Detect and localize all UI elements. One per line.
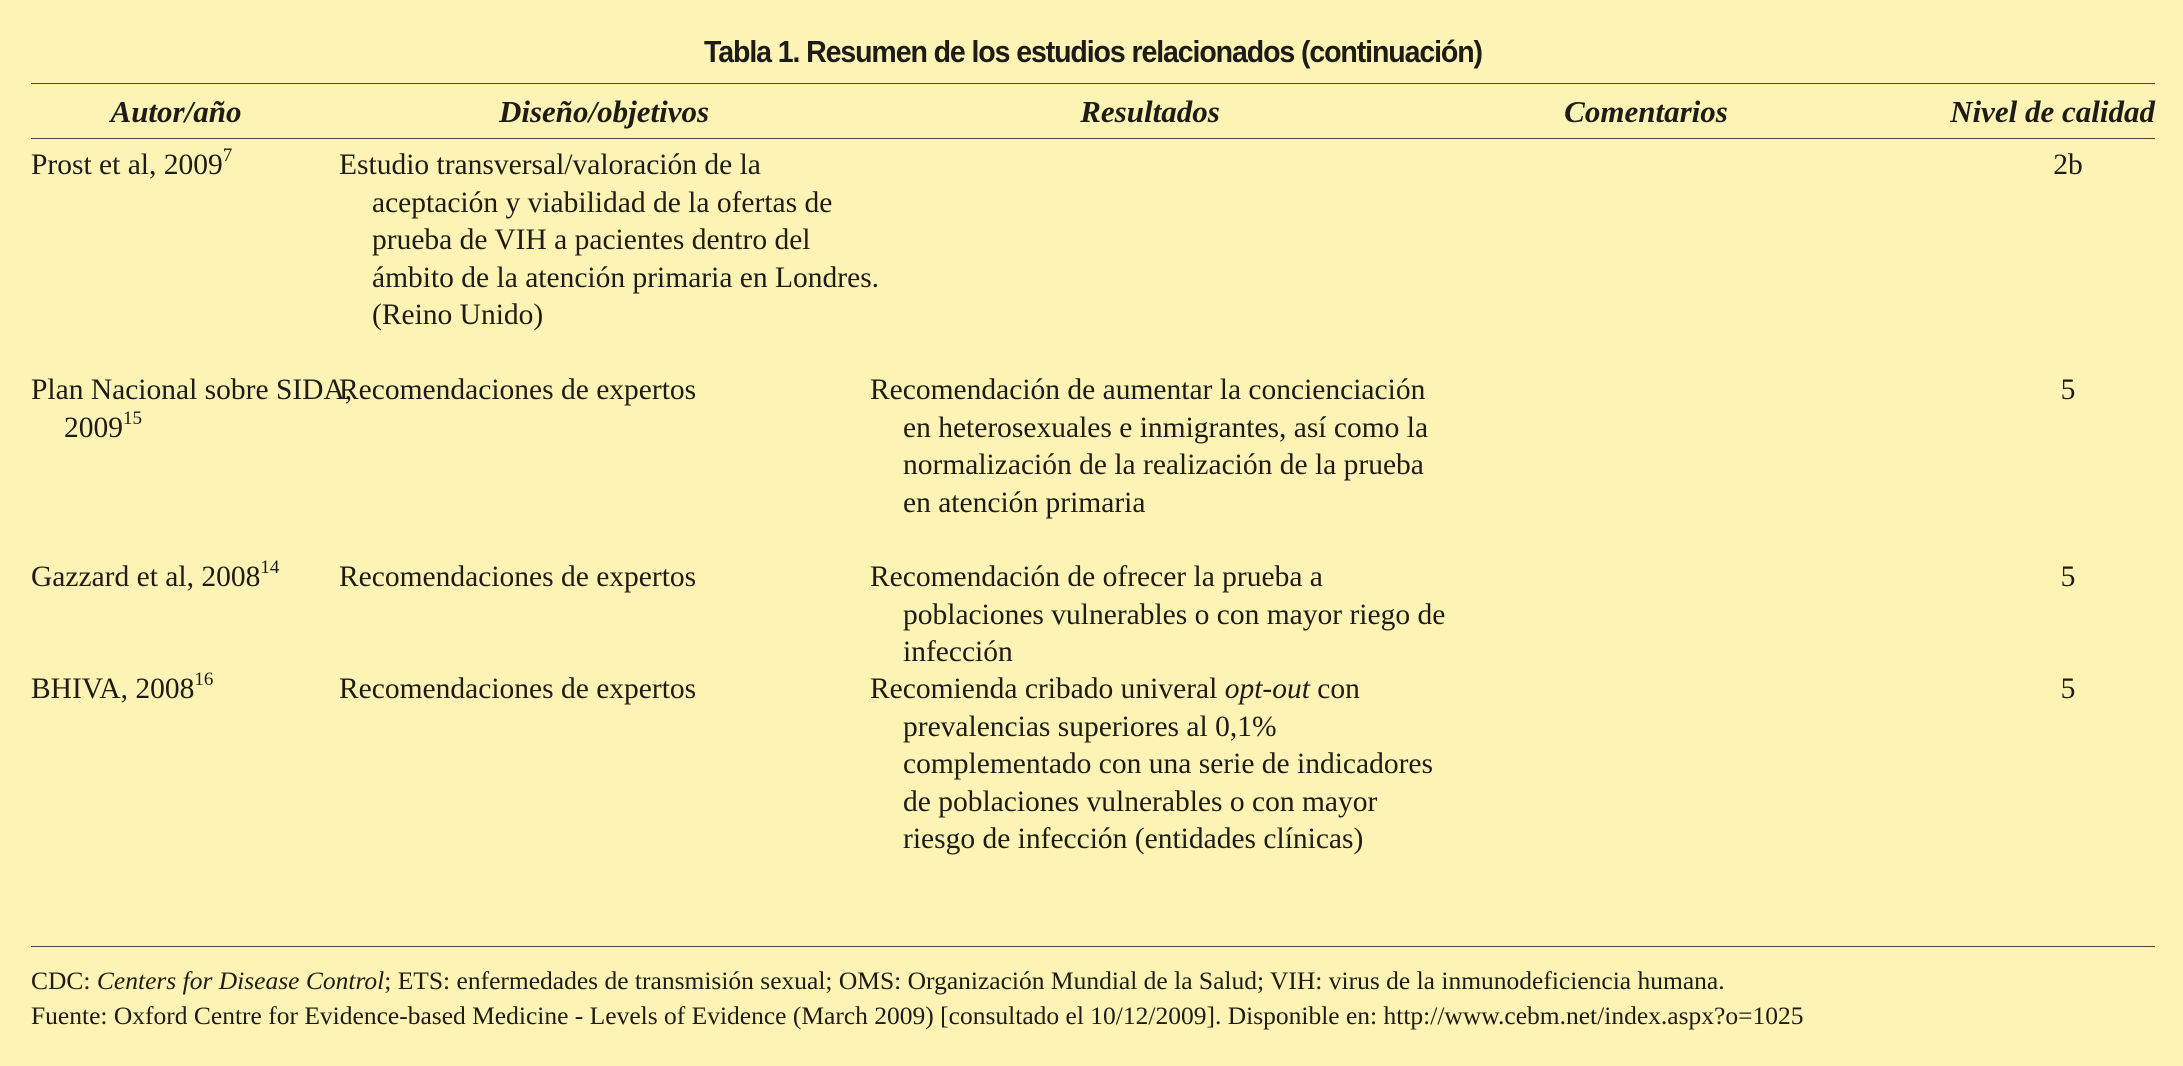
- table-row-4-design: Recomendaciones de expertos: [339, 673, 697, 705]
- reference-superscript: 14: [260, 557, 280, 579]
- top-rule: [31, 83, 2155, 84]
- header-author: Autor/año: [110, 94, 242, 129]
- table-row-1-quality: 2b: [2053, 149, 2083, 181]
- bottom-rule: [31, 946, 2155, 947]
- results-text: Recomienda cribado univeral: [870, 673, 1225, 705]
- table-row-1-design: Estudio transversal/valoración de la aceptación y viabilidad de la ofertas de prueba de VIH a pacientes dentro del ámbito de la atención primaria en Londres. (Reino Unido): [339, 149, 880, 331]
- header-results: Resultados: [1080, 94, 1220, 129]
- table-row-2-results: Recomendación de aumentar la concienciación en heterosexuales e inmigrantes, así como la normalización de la realización de la prueba en atención primaria: [870, 374, 1429, 519]
- footnote-abbreviations: [31, 963, 1725, 999]
- table-row-4-author: [31, 671, 354, 709]
- table-row-3-results: Recomendación de ofrecer la prueba a poblaciones vulnerables o con mayor riego de infección: [870, 561, 1446, 668]
- author-text: Gazzard et al, 2008: [31, 561, 261, 593]
- table-title: Tabla 1. Resumen de los estudios relacionados (continuación): [704, 34, 1482, 69]
- results-italic-term: opt-out: [1224, 673, 1310, 705]
- footnote-text: CDC:: [31, 966, 97, 995]
- reference-superscript: 15: [123, 407, 142, 429]
- table-row-2-design: Recomendaciones de expertos: [339, 374, 697, 406]
- header-comments: Comentarios: [1564, 94, 1728, 129]
- footnote-text-rest: ; ETS: enfermedades de transmisión sexual; OMS: Organización Mundial de la Salud; VIH: virus de la inmunodeficiencia humana.: [384, 966, 1725, 995]
- table-row-2-quality: 5: [2060, 374, 2076, 406]
- table-row-1-author: [31, 147, 354, 185]
- results-text-rest: con prevalencias superiores al 0,1% complementado con una serie de indicadores de poblaciones vulnerables o con mayor riesgo de infección (entidades clínicas): [903, 673, 1433, 855]
- reference-superscript: 16: [194, 669, 214, 691]
- header-quality: Nivel de calidad: [1950, 94, 2155, 129]
- table-row-3-design: Recomendaciones de expertos: [339, 561, 697, 593]
- table-row-4-results: [870, 671, 1443, 859]
- header-design: Diseño/objetivos: [498, 94, 710, 129]
- footnote-source: Fuente: Oxford Centre for Evidence-based Medicine - Levels of Evidence (March 2009) [consultado el 10/12/2009]. Disponible en: http://www.cebm.net/index.aspx?o=1025: [31, 1001, 1804, 1030]
- table-row-2-author: [31, 372, 354, 447]
- table-row-4-quality: 5: [2060, 673, 2076, 705]
- author-text: BHIVA, 2008: [31, 673, 195, 705]
- table-row-3-author: [31, 559, 284, 597]
- table-row-3-quality: 5: [2060, 561, 2076, 593]
- author-text: Prost et al, 2009: [31, 149, 223, 181]
- footnote-italic: Centers for Disease Control: [96, 966, 385, 995]
- reference-superscript: 7: [222, 145, 233, 167]
- header-rule: [31, 138, 2155, 139]
- author-text: Plan Nacional sobre SIDA, 2009: [31, 374, 353, 444]
